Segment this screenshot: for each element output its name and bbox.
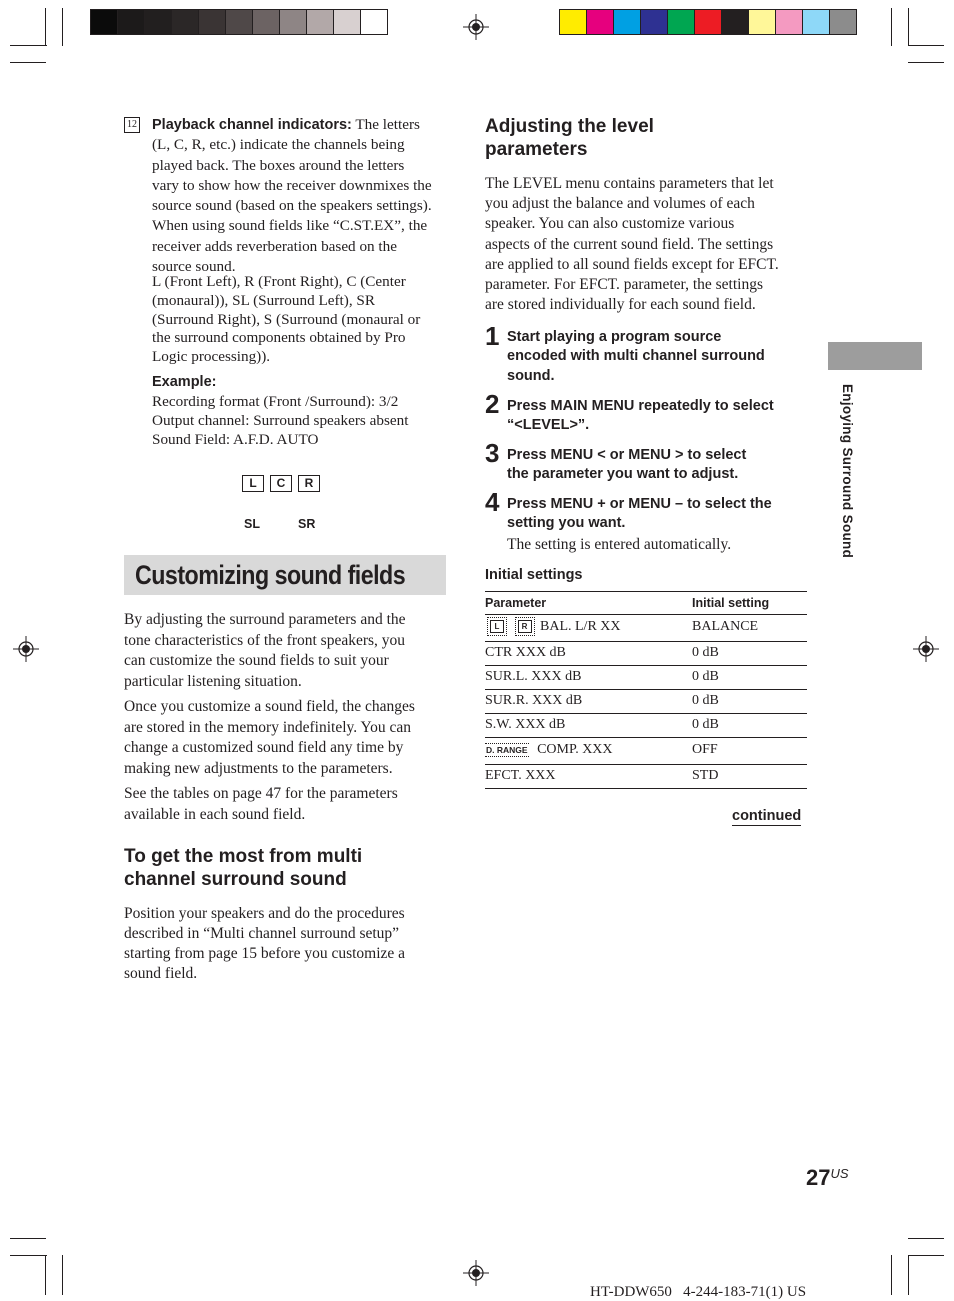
level-title-line: parameters	[485, 139, 588, 160]
item-12-line: (L, C, R, etc.) indicate the channels being	[152, 136, 405, 154]
section-title: Customizing sound fields	[135, 560, 406, 590]
step-number: 1	[485, 321, 500, 351]
item-12-first-line	[152, 115, 452, 135]
color-swatch	[722, 10, 749, 34]
legend-line: the surround components obtained by Pro	[152, 329, 406, 347]
crop-mark	[10, 1255, 47, 1256]
item-12-paragraph	[152, 115, 452, 277]
body-line: available in each sound field.	[124, 805, 306, 823]
step-line: sound.	[507, 367, 555, 384]
initial-settings-heading: Initial settings	[485, 567, 583, 583]
level-title	[485, 115, 815, 161]
legend-line: (monaural)), SL (Surround Left), SR	[152, 291, 375, 309]
step-1-text	[507, 328, 765, 386]
body-line: parameter. For EFCT. parameter, the settings	[485, 276, 764, 294]
value-cell: STD	[692, 768, 719, 783]
crop-mark	[45, 8, 46, 46]
crop-mark	[10, 62, 46, 63]
front-left-speaker-icon: L	[490, 620, 504, 633]
step-line: encoded with multi channel surround	[507, 348, 765, 365]
example-line: Sound Field: A.F.D. AUTO	[152, 431, 319, 448]
item-12-line: source sound (based on the speakers settings).	[152, 197, 432, 215]
item-12-line: receiver adds reverberation based on the	[152, 237, 397, 255]
registration-mark-icon	[463, 1260, 489, 1286]
color-swatch	[560, 10, 587, 34]
color-swatch	[749, 10, 776, 34]
parameter-text: BAL. L/R XX	[540, 619, 621, 634]
color-swatch	[641, 10, 668, 34]
step-line: “<LEVEL>”.	[507, 417, 590, 434]
page-number-value: 27	[806, 1165, 831, 1190]
crop-mark	[891, 1255, 892, 1295]
color-swatch	[361, 10, 387, 34]
parameter-cell: S.W. XXX dB	[485, 717, 566, 732]
item-12-line: played back. The boxes around the letters	[152, 156, 405, 174]
section-paragraph-2	[124, 697, 454, 779]
crop-mark	[891, 8, 892, 46]
table-row	[485, 714, 807, 738]
color-swatch	[614, 10, 641, 34]
color-swatch	[253, 10, 280, 34]
body-line: you adjust the balance and volumes of each	[485, 195, 755, 213]
crop-mark	[908, 8, 909, 46]
indicator-surround-left: SL	[244, 517, 260, 531]
item-12-line: When using sound fields like “C.ST.EX”, the	[152, 217, 428, 235]
parameter-cell: EFCT. XXX	[485, 768, 556, 783]
step-4-note: The setting is entered automatically.	[507, 536, 732, 553]
registration-mark-icon	[463, 14, 489, 40]
value-cell: 0 dB	[692, 645, 719, 660]
item-12-title: Playback channel indicators:	[152, 117, 352, 133]
step-line: setting you want.	[507, 515, 626, 532]
example-line: Output channel: Surround speakers absent	[152, 412, 409, 429]
color-swatch	[145, 10, 172, 34]
body-line: making new adjustments to the parameters.	[124, 759, 393, 777]
step-3-text	[507, 446, 746, 485]
step-2-text	[507, 397, 774, 436]
color-swatch	[172, 10, 199, 34]
color-swatch	[199, 10, 226, 34]
d-range-indicator-icon: D. RANGE	[486, 744, 528, 755]
table-row	[485, 642, 807, 666]
subsection-title-line: To get the most from multi	[124, 846, 363, 867]
registration-mark-icon	[13, 636, 39, 662]
value-cell: 0 dB	[692, 693, 719, 708]
front-right-speaker-icon: R	[518, 620, 532, 633]
body-line: See the tables on page 47 for the parameters	[124, 785, 398, 802]
body-line: tone characteristics of the front speakers, you	[124, 631, 406, 649]
crop-mark	[62, 8, 63, 46]
subsection-title-line: channel surround sound	[124, 869, 347, 890]
color-swatch	[776, 10, 803, 34]
table-row	[485, 690, 807, 714]
crop-mark	[62, 1255, 63, 1295]
color-swatch	[587, 10, 614, 34]
body-line: starting from page 15 before you customize a	[124, 945, 406, 962]
chapter-tab	[828, 342, 922, 370]
step-line: the parameter you want to adjust.	[507, 466, 739, 483]
table-row	[485, 738, 807, 765]
subsection-title	[124, 845, 454, 891]
color-swatch	[307, 10, 334, 34]
legend-line: Logic processing)).	[152, 348, 271, 366]
process-color-bar	[559, 9, 857, 35]
section-paragraph-1	[124, 610, 454, 692]
table-row	[485, 666, 807, 690]
crop-mark	[45, 1255, 46, 1295]
step-line: Press MENU < or MENU > to select	[507, 447, 747, 463]
color-swatch	[668, 10, 695, 34]
indicator-front-left: L	[242, 475, 264, 492]
table-row	[485, 615, 807, 642]
table-header-row	[485, 592, 807, 615]
example-line: Recording format (Front /Surround): 3/2	[152, 393, 399, 410]
body-line: sound field.	[124, 965, 198, 982]
body-line: described in “Multi channel surround setup”	[124, 925, 400, 942]
color-swatch	[91, 10, 118, 34]
step-line: Press MENU + or MENU – to select the	[507, 496, 772, 512]
section-paragraph-3	[124, 784, 454, 825]
column-header-initial-setting: Initial setting	[692, 596, 770, 610]
body-line: aspects of the current sound field. The settings	[485, 235, 774, 253]
indicator-surround-right: SR	[298, 517, 316, 531]
body-line: can customize the sound fields to suit your	[124, 652, 389, 669]
page-number-suffix: US	[830, 1166, 849, 1181]
crop-mark	[908, 45, 944, 46]
crop-mark	[908, 1255, 944, 1256]
legend-line: (Surround Right), S (Surround (monaural or	[152, 310, 421, 328]
color-swatch	[226, 10, 253, 34]
gray-scale-bar	[90, 9, 388, 35]
body-line: speaker. You can also customize various	[485, 215, 735, 233]
level-intro	[485, 174, 815, 315]
body-line: are stored individually for each sound field.	[485, 296, 756, 314]
body-line: change a customized sound field any time by	[124, 739, 404, 756]
example-label: Example:	[152, 374, 217, 390]
parameter-cell: SUR.R. XXX dB	[485, 693, 583, 708]
color-swatch	[695, 10, 722, 34]
body-line: Once you customize a sound field, the changes	[124, 698, 415, 715]
continued-label: continued	[732, 808, 802, 824]
item-12-line: source sound.	[152, 258, 236, 276]
legend-line: L (Front Left), R (Front Right), C (Center	[152, 273, 406, 290]
section-heading-bar	[124, 555, 446, 595]
color-swatch	[830, 10, 856, 34]
indicator-front-right: R	[298, 475, 320, 492]
item-12-line: The letters	[355, 116, 420, 133]
chapter-side-label: Enjoying Surround Sound	[840, 384, 855, 559]
crop-mark	[908, 1238, 944, 1239]
color-swatch	[118, 10, 145, 34]
step-number: 4	[485, 487, 500, 517]
body-line: are stored in the memory indefinitely. You can	[124, 718, 411, 736]
crop-mark	[10, 45, 47, 46]
channel-legend-paragraph	[152, 273, 452, 367]
parameter-text: COMP. XXX	[537, 742, 613, 757]
item-12-line: vary to show how the receiver downmixes the	[152, 176, 432, 194]
body-line: The LEVEL menu contains parameters that let	[485, 175, 774, 192]
step-number: 3	[485, 438, 500, 468]
color-swatch	[334, 10, 361, 34]
parameter-cell	[485, 619, 621, 635]
table-row	[485, 765, 807, 789]
column-header-parameter: Parameter	[485, 596, 547, 610]
item-number-badge: 12	[124, 117, 140, 133]
parameter-cell	[485, 742, 613, 758]
crop-mark	[908, 62, 944, 63]
initial-settings-table	[485, 591, 807, 789]
step-line: Press MAIN MENU repeatedly to select	[507, 398, 774, 414]
level-title-line: Adjusting the level	[485, 116, 654, 137]
page-number	[806, 1165, 849, 1191]
body-line: By adjusting the surround parameters and the	[124, 611, 406, 628]
parameter-cell: SUR.L. XXX dB	[485, 669, 582, 684]
body-line: are applied to all sound fields except for EFCT.	[485, 255, 779, 273]
color-swatch	[803, 10, 830, 34]
step-number: 2	[485, 389, 500, 419]
value-cell: 0 dB	[692, 717, 719, 732]
step-line: Start playing a program source	[507, 329, 722, 345]
section-body	[124, 610, 454, 825]
example-paragraph	[152, 392, 408, 449]
subsection-body	[124, 904, 454, 984]
footer-model-code: HT-DDW650 4-244-183-71(1) US	[590, 1284, 807, 1300]
value-cell: 0 dB	[692, 669, 719, 684]
crop-mark	[10, 1238, 46, 1239]
color-swatch	[280, 10, 307, 34]
step-4-text	[507, 495, 772, 534]
indicator-center: C	[270, 475, 292, 492]
body-line: particular listening situation.	[124, 672, 302, 690]
value-cell: OFF	[692, 742, 718, 757]
body-line: Position your speakers and do the procedures	[124, 905, 405, 922]
parameter-cell: CTR XXX dB	[485, 645, 566, 660]
registration-mark-icon	[913, 636, 939, 662]
value-cell: BALANCE	[692, 619, 759, 634]
crop-mark	[908, 1255, 909, 1295]
